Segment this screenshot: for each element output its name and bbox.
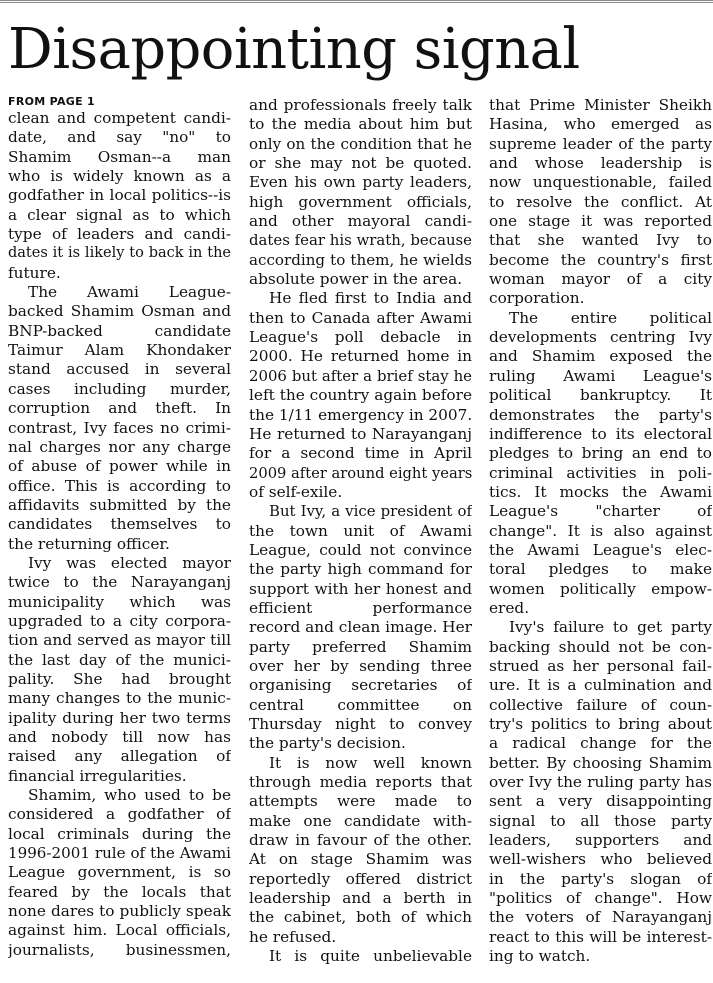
article-line: leaders, supporters and bbox=[489, 831, 712, 850]
article-line: make one candidate with- bbox=[249, 811, 472, 830]
article-line: ered. bbox=[489, 598, 530, 617]
article-line: The Awami League- bbox=[28, 283, 231, 302]
article-line: He returned to Narayanganj bbox=[249, 424, 472, 443]
article-line: or she may not be quoted. bbox=[249, 154, 472, 173]
article-line: and other mayoral candi- bbox=[249, 212, 472, 231]
article-line: League's poll debacle in bbox=[249, 328, 472, 347]
article-line: Shamim, who used to be bbox=[28, 786, 231, 805]
article-line: candidates themselves to bbox=[8, 515, 231, 534]
article-line: toral pledges to make bbox=[489, 560, 712, 579]
article-line: change". It is also against bbox=[489, 521, 712, 540]
article-line: reportedly offered district bbox=[249, 869, 472, 888]
article-line: one stage it was reported bbox=[489, 212, 712, 231]
article-line: the last day of the munici- bbox=[8, 650, 231, 669]
article-line: collective failure of coun- bbox=[489, 695, 712, 714]
article-line: party preferred Shamim bbox=[249, 637, 472, 656]
article-line: he refused. bbox=[249, 927, 337, 946]
article-line: the town unit of Awami bbox=[249, 521, 472, 540]
article-line: dates fear his wrath, because bbox=[249, 231, 472, 250]
article-line: of self-exile. bbox=[249, 482, 343, 501]
article-line: in the party's slogan of bbox=[489, 869, 712, 888]
article-line: a clear signal as to which bbox=[8, 205, 231, 224]
article-line: support with her honest and bbox=[249, 579, 472, 598]
article-line: backed Shamim Osman and bbox=[8, 302, 231, 321]
article-line: central committee on bbox=[249, 695, 472, 714]
article-line: and nobody till now has bbox=[8, 728, 231, 746]
article-line: Even his own party leaders, bbox=[249, 173, 472, 192]
article-line: react to this will be interest- bbox=[489, 927, 712, 946]
article-line: over Ivy the ruling party has bbox=[489, 773, 712, 792]
article-line: Shamim Osman--a man bbox=[8, 147, 231, 166]
article-line: pality. She had brought bbox=[8, 669, 231, 688]
article-column-3 bbox=[489, 96, 712, 981]
article-line: At on stage Shamim was bbox=[249, 850, 472, 869]
article-line: sent a very disappointing bbox=[489, 792, 712, 811]
article-line: corporation. bbox=[489, 289, 585, 308]
article-line: League government, is so bbox=[8, 863, 231, 882]
article-line: godfather in local politics--is bbox=[8, 186, 231, 205]
article-line: tics. It mocks the Awami bbox=[489, 482, 712, 501]
article-line: and whose leadership is bbox=[489, 154, 712, 173]
article-column-1 bbox=[8, 96, 231, 981]
article-line: signal to all those party bbox=[489, 811, 712, 830]
article-line: Thursday night to convey bbox=[249, 715, 472, 733]
article-line: the voters of Narayanganj bbox=[489, 908, 712, 927]
top-rule bbox=[0, 0, 713, 3]
article-line: efficient performance bbox=[249, 598, 472, 617]
article-line: developments centring Ivy bbox=[489, 328, 712, 347]
article-line: many changes to the munic- bbox=[8, 689, 231, 708]
article-line: type of leaders and candi- bbox=[8, 225, 231, 244]
article-line: the cabinet, both of which bbox=[249, 908, 472, 927]
article-line: become the country's first bbox=[489, 250, 712, 269]
article-line: better. By choosing Shamim bbox=[489, 753, 712, 772]
article-line: criminal activities in poli- bbox=[489, 463, 712, 482]
article-line: 2006 but after a brief stay he bbox=[249, 366, 472, 385]
article-line: supreme leader of the party bbox=[489, 134, 712, 153]
article-line: that Prime Minister Sheikh bbox=[489, 96, 712, 114]
article-line: women politically empow- bbox=[489, 579, 712, 598]
article-line: Taimur Alam Khondaker bbox=[8, 341, 231, 360]
article-line: It is now well known bbox=[269, 753, 472, 772]
article-line: journalists, businessmen, bbox=[8, 940, 231, 959]
article-column-2 bbox=[249, 96, 472, 981]
article-line: 2000. He returned home in bbox=[249, 347, 472, 366]
article-line: that she wanted Ivy to bbox=[489, 231, 712, 250]
article-line: pledges to bring an end to bbox=[489, 444, 712, 463]
article-line: and Shamim exposed the bbox=[489, 347, 712, 366]
article-line: draw in favour of the other. bbox=[249, 831, 472, 850]
article-line: indifference to its electoral bbox=[489, 424, 712, 443]
article-line: now unquestionable, failed bbox=[489, 173, 712, 192]
article-line: stand accused in several bbox=[8, 360, 231, 379]
article-line: ruling Awami League's bbox=[489, 366, 712, 385]
article-line: left the country again before bbox=[249, 386, 472, 405]
article-line: well-wishers who believed bbox=[489, 850, 712, 869]
article-line: political bankruptcy. It bbox=[489, 386, 712, 405]
article-line: League, could not convince bbox=[249, 540, 472, 559]
article-line: try's politics to bring about bbox=[489, 715, 712, 733]
article-line: clean and competent candi- bbox=[8, 109, 231, 127]
headline: Disappointing signal bbox=[8, 17, 580, 82]
article-line: considered a godfather of bbox=[8, 805, 231, 824]
article-line: attempts were made to bbox=[249, 792, 472, 811]
article-line: the returning officer. bbox=[8, 534, 170, 553]
article-line: The entire political bbox=[509, 308, 712, 327]
article-line: who is widely known as a bbox=[8, 167, 231, 186]
article-line: record and clean image. Her bbox=[249, 618, 472, 637]
article-line: to resolve the conflict. At bbox=[489, 192, 712, 211]
article-line: only on the condition that he bbox=[249, 134, 472, 153]
article-line: organising secretaries of bbox=[249, 676, 472, 695]
article-line: ure. It is a culmination and bbox=[489, 676, 712, 695]
article-line: BNP-backed candidate bbox=[8, 321, 231, 340]
article-line: date, and say "no" to bbox=[8, 128, 231, 147]
article-line: tion and served as mayor till bbox=[8, 631, 231, 650]
article-line: of abuse of power while in bbox=[8, 457, 231, 476]
article-line: to the media about him but bbox=[249, 115, 472, 134]
article-line: 2009 after around eight years bbox=[249, 464, 472, 482]
article-line: Hasina, who emerged as bbox=[489, 115, 712, 134]
article-line: It is quite unbelievable bbox=[269, 947, 472, 966]
article-line: against him. Local officials, bbox=[8, 921, 231, 940]
article-line: upgraded to a city corpora- bbox=[8, 611, 231, 630]
article-line: nal charges nor any charge bbox=[8, 437, 231, 456]
kicker-from-page-1: FROM PAGE 1 bbox=[8, 96, 96, 108]
article-line: and professionals freely talk bbox=[249, 96, 472, 114]
article-line: high government officials, bbox=[249, 192, 472, 211]
article-line: the party's decision. bbox=[249, 734, 406, 753]
article-line: cases including murder, bbox=[8, 379, 231, 398]
article-line: contrast, Ivy faces no crimi- bbox=[8, 418, 231, 437]
article-line: the 1/11 emergency in 2007. bbox=[249, 405, 472, 424]
article-line: municipality which was bbox=[8, 592, 231, 611]
article-line: raised any allegation of bbox=[8, 747, 231, 766]
article-line: according to them, he wields bbox=[249, 250, 472, 269]
article-line: none dares to publicly speak bbox=[8, 902, 231, 921]
article-line: "politics of change". How bbox=[489, 889, 712, 908]
article-line: ing to watch. bbox=[489, 947, 591, 966]
article-line: woman mayor of a city bbox=[489, 270, 712, 289]
article-line: feared by the locals that bbox=[8, 882, 231, 901]
article-line: Ivy was elected mayor bbox=[28, 553, 231, 572]
article-line: But Ivy, a vice president of bbox=[269, 502, 472, 521]
article-line: backing should not be con- bbox=[489, 637, 712, 656]
article-line: 1996-2001 rule of the Awami bbox=[8, 844, 231, 863]
article-line: for a second time in April bbox=[249, 444, 472, 463]
article-line: the party high command for bbox=[249, 560, 472, 579]
article-line: through media reports that bbox=[249, 773, 472, 792]
article-line: a radical change for the bbox=[489, 734, 712, 753]
article-line: demonstrates the party's bbox=[489, 405, 712, 424]
article-line: strued as her personal fail- bbox=[489, 656, 712, 675]
article-line: absolute power in the area. bbox=[249, 270, 463, 289]
article-line: ipality during her two terms bbox=[8, 708, 231, 727]
article-line: financial irregularities. bbox=[8, 766, 187, 785]
article-line: leadership and a berth in bbox=[249, 889, 472, 908]
article-line: Ivy's failure to get party bbox=[509, 618, 712, 637]
article-line: League's "charter of bbox=[489, 502, 712, 521]
article-line: the Awami League's elec- bbox=[489, 540, 712, 559]
article-line: corruption and theft. In bbox=[8, 399, 231, 418]
article-line: He fled first to India and bbox=[269, 289, 472, 308]
article-line: local criminals during the bbox=[8, 824, 231, 843]
article-line: affidavits submitted by the bbox=[8, 495, 231, 514]
article-line: future. bbox=[8, 263, 61, 282]
article-line: twice to the Narayanganj bbox=[8, 573, 231, 592]
article-line: then to Canada after Awami bbox=[249, 308, 472, 327]
article-line: office. This is according to bbox=[8, 476, 231, 495]
article-line: over her by sending three bbox=[249, 656, 472, 675]
article-line: dates it is likely to back in the bbox=[8, 245, 231, 262]
